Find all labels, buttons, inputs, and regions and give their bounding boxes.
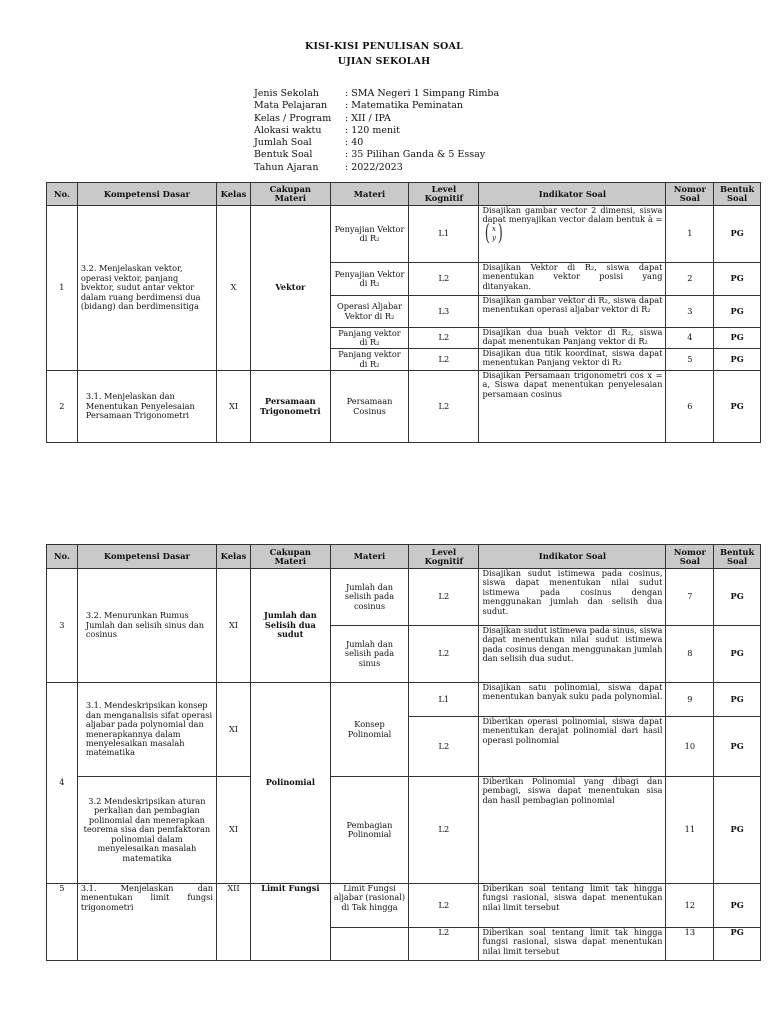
- col-header: Kompetensi Dasar: [77, 183, 216, 206]
- cell-no: 1: [47, 206, 78, 371]
- meta-value: : 35 Pilihan Ganda & 5 Essay: [345, 149, 486, 161]
- col-header: Kelas: [217, 183, 251, 206]
- cell-materi: Jumlah dan selisih pada sinus: [330, 626, 409, 683]
- cell-nomor: 10: [666, 717, 714, 777]
- cell-nomor: 2: [666, 263, 714, 296]
- meta-key: Jumlah Soal: [254, 137, 312, 149]
- col-header: Level Kognitif: [409, 545, 479, 569]
- cell-level: L3: [409, 296, 479, 328]
- meta-row: [254, 113, 499, 125]
- cell-no: 4: [47, 683, 78, 884]
- col-header: Indikator Soal: [479, 545, 666, 569]
- table-header-row: [47, 545, 761, 569]
- cell-nomor: 1: [666, 206, 714, 263]
- cell-level: L2: [409, 884, 479, 928]
- col-header: Bentuk Soal: [714, 545, 761, 569]
- cell-level: L1: [409, 683, 479, 717]
- table-row: [47, 371, 761, 443]
- meta-key: Mata Pelajaran: [254, 100, 328, 112]
- cell-kelas: XII: [217, 884, 251, 961]
- cell-indikator: Disajikan dua buah vektor di R₂, siswa dapat menentukan Panjang vektor di R₂: [479, 328, 666, 349]
- cell-indikator: Disajikan gambar vektor di R₂, siswa dapat menentukan operasi aljabar vektor di R₂: [479, 296, 666, 328]
- document-subtitle: UJIAN SEKOLAH: [337, 56, 431, 67]
- cell-level: L2: [409, 717, 479, 777]
- cell-nomor: 12: [666, 884, 714, 928]
- cell-level: L2: [409, 928, 479, 961]
- cell-materi: Panjang vektor di R₂: [330, 349, 409, 371]
- meta-row: [254, 100, 499, 112]
- meta-block: [254, 88, 499, 174]
- cell-cakupan: Vektor: [251, 206, 331, 371]
- cell-level: L2: [409, 371, 479, 443]
- meta-row: [254, 162, 499, 174]
- document-title: KISI-KISI PENULISAN SOAL: [305, 41, 463, 52]
- meta-row: [254, 149, 499, 161]
- cell-materi: Penyajian Vektor di R₂: [330, 263, 409, 296]
- col-header: No.: [47, 545, 78, 569]
- cell-kelas: XI: [217, 371, 251, 443]
- cell-bentuk: PG: [714, 777, 761, 884]
- cell-nomor: 9: [666, 683, 714, 717]
- cell-bentuk: PG: [714, 349, 761, 371]
- col-header: Cakupan Materi: [251, 183, 331, 206]
- cell-no: 2: [47, 371, 78, 443]
- indikator-text: Disajikan gambar vector 2 dimensi, siswa dapat menyajikan vector dalam bentuk: [482, 205, 663, 225]
- col-header: Nomor Soal: [666, 545, 714, 569]
- cell-bentuk: PG: [714, 263, 761, 296]
- meta-key: Kelas / Program: [254, 112, 332, 124]
- col-header: Kelas: [217, 545, 251, 569]
- meta-key: Alokasi waktu: [254, 124, 322, 136]
- cell-nomor: 7: [666, 569, 714, 626]
- table-row: [47, 569, 761, 626]
- cell-bentuk: PG: [714, 328, 761, 349]
- meta-value: : Matematika Peminatan: [345, 100, 464, 112]
- cell-no: 3: [47, 569, 78, 683]
- cell-cakupan: Jumlah dan Selisih dua sudut: [251, 569, 331, 683]
- cell-nomor: 13: [666, 928, 714, 961]
- cell-nomor: 6: [666, 371, 714, 443]
- cell-materi: Pembagian Polinomial: [330, 777, 409, 884]
- cell-indikator: [479, 206, 666, 263]
- meta-key: Tahun Ajaran: [254, 161, 319, 173]
- col-header: Level Kognitif: [409, 183, 479, 206]
- cell-materi: Jumlah dan selisih pada cosinus: [330, 569, 409, 626]
- cell-kelas: X: [217, 206, 251, 371]
- cell-materi: [330, 928, 409, 961]
- cell-level: L2: [409, 328, 479, 349]
- cell-indikator: Disajikan Vektor di R₂, siswa dapat menentukan vektor posisi yang ditanyakan.: [479, 263, 666, 296]
- cell-kompetensi: 3.2 Mendeskripsikan aturan perkalian dan pembagian polinomial dan menerapkan teorema sisa dan pemfaktoran polinomial dalam menyelesaikan masalah matematika: [77, 777, 216, 884]
- col-header: Kompetensi Dasar: [77, 545, 216, 569]
- cell-cakupan: Limit Fungsi: [251, 884, 331, 961]
- kisi-table-1: [46, 182, 761, 443]
- cell-indikator: Disajikan satu polinomial, siswa dapat menentukan banyak suku pada polynomial.: [479, 683, 666, 717]
- col-header: Bentuk Soal: [714, 183, 761, 206]
- meta-value: : 120 menit: [345, 124, 400, 136]
- cell-materi: Konsep Polinomial: [330, 683, 409, 777]
- cell-bentuk: PG: [714, 569, 761, 626]
- cell-kelas: XI: [217, 683, 251, 777]
- cell-level: L2: [409, 349, 479, 371]
- cell-nomor: 11: [666, 777, 714, 884]
- vector-symbol: ā =: [647, 214, 663, 225]
- cell-materi: Persamaan Cosinus: [330, 371, 409, 443]
- cell-bentuk: PG: [714, 626, 761, 683]
- cell-indikator: Disajikan sudut istimewa pada cosinus, siswa dapat menentukan nilai sudut istimewa pada cosinus dengan menggunakan jumlah dan selisih dua sudut.: [479, 569, 666, 626]
- cell-nomor: 4: [666, 328, 714, 349]
- cell-materi: Penyajian Vektor di R₂: [330, 206, 409, 263]
- meta-value: : 40: [345, 137, 364, 149]
- cell-nomor: 8: [666, 626, 714, 683]
- vector-x: x: [492, 224, 496, 233]
- meta-value: : 2022/2023: [345, 161, 403, 173]
- meta-row: [254, 137, 499, 149]
- meta-row: [254, 125, 499, 137]
- col-header: Cakupan Materi: [251, 545, 331, 569]
- cell-materi: Operasi Aljabar Vektor di R₂: [330, 296, 409, 328]
- cell-bentuk: PG: [714, 717, 761, 777]
- cell-materi: Panjang vektor di R₂: [330, 328, 409, 349]
- cell-kompetensi: 3.1. Menjelaskan dan Menentukan Penyelesaian Persamaan Trigonometri: [77, 371, 216, 443]
- cell-nomor: 3: [666, 296, 714, 328]
- vector-y: y: [492, 233, 496, 242]
- kisi-table-2: [46, 544, 761, 961]
- cell-kelas: XI: [217, 777, 251, 884]
- cell-indikator: Disajikan Persamaan trigonometri cos x = a, Siswa dapat menentukan penyelesaian persamaan cosinus: [479, 371, 666, 443]
- cell-bentuk: PG: [714, 683, 761, 717]
- table-row: [47, 683, 761, 717]
- cell-bentuk: PG: [714, 928, 761, 961]
- cell-kompetensi: 3.1. Mendeskripsikan konsep dan menganalisis sifat operasi aljabar pada polynomial dan menerapkannya dalam menyelesaikan masalah matematika: [77, 683, 216, 777]
- cell-bentuk: PG: [714, 884, 761, 928]
- meta-key: Bentuk Soal: [254, 149, 313, 161]
- cell-level: L2: [409, 569, 479, 626]
- meta-key: Jenis Sekolah: [254, 88, 319, 99]
- cell-level: L2: [409, 777, 479, 884]
- col-header: Indikator Soal: [479, 183, 666, 206]
- cell-level: L2: [409, 626, 479, 683]
- table-header-row: [47, 183, 761, 206]
- table-row: [47, 206, 761, 263]
- meta-value: : XII / IPA: [345, 112, 391, 124]
- cell-indikator: Diberikan operasi polinomial, siswa dapat menentukan derajat polinomial dari hasil operasi polinomial: [479, 717, 666, 777]
- table-row: [47, 884, 761, 928]
- table-row: [47, 777, 761, 884]
- cell-kompetensi: 3.2. Menjelaskan vektor, operasi vektor, panjang bvektor, sudut antar vektor dalam ruang berdimensi dua (bidang) dan berdimensitiga: [77, 206, 216, 371]
- cell-indikator: Disajikan sudut istimewa pada sinus, siswa dapat menentukan nilai sudut istimewa pada cosinus dengan menggunakan jumlah dan selisih dua sudut.: [479, 626, 666, 683]
- col-header: Materi: [330, 183, 409, 206]
- cell-kompetensi: 3.2. Menurunkan Rumus Jumlah dan selisih sinus dan cosinus: [77, 569, 216, 683]
- cell-no: 5: [47, 884, 78, 961]
- col-header: No.: [47, 183, 78, 206]
- cell-indikator: Diberikan soal tentang limit tak hingga fungsi rasional, siswa dapat menentukan nilai limit tersebut: [479, 884, 666, 928]
- cell-bentuk: PG: [714, 206, 761, 263]
- meta-value: : SMA Negeri 1 Simpang Rimba: [345, 88, 500, 99]
- cell-bentuk: PG: [714, 296, 761, 328]
- cell-kelas: XI: [217, 569, 251, 683]
- cell-bentuk: PG: [714, 371, 761, 443]
- cell-kompetensi: 3.1. Menjelaskan dan menentukan limit fungsi trigonometri: [77, 884, 216, 961]
- meta-row: [254, 88, 499, 100]
- cell-nomor: 5: [666, 349, 714, 371]
- col-header: Nomor Soal: [666, 183, 714, 206]
- cell-indikator: Disajikan dua titik koordinat, siswa dapat menentukan Panjang vektor di R₂: [479, 349, 666, 371]
- cell-level: L2: [409, 263, 479, 296]
- col-header: Materi: [330, 545, 409, 569]
- column-vector: ( x y ): [485, 220, 503, 246]
- cell-level: L1: [409, 206, 479, 263]
- cell-materi: Limit Fungsi aljabar (rasional) di Tak hingga: [330, 884, 409, 928]
- cell-indikator: Diberikan Polinomial yang dibagi dan pembagi, siswa dapat menentukan sisa dan hasil pembagian polinomial: [479, 777, 666, 884]
- cell-cakupan: Polinomial: [251, 683, 331, 884]
- cell-cakupan: Persamaan Trigonometri: [251, 371, 331, 443]
- cell-indikator: Diberikan soal tentang limit tak hingga fungsi rasional, siswa dapat menentukan nilai limit tersebut: [479, 928, 666, 961]
